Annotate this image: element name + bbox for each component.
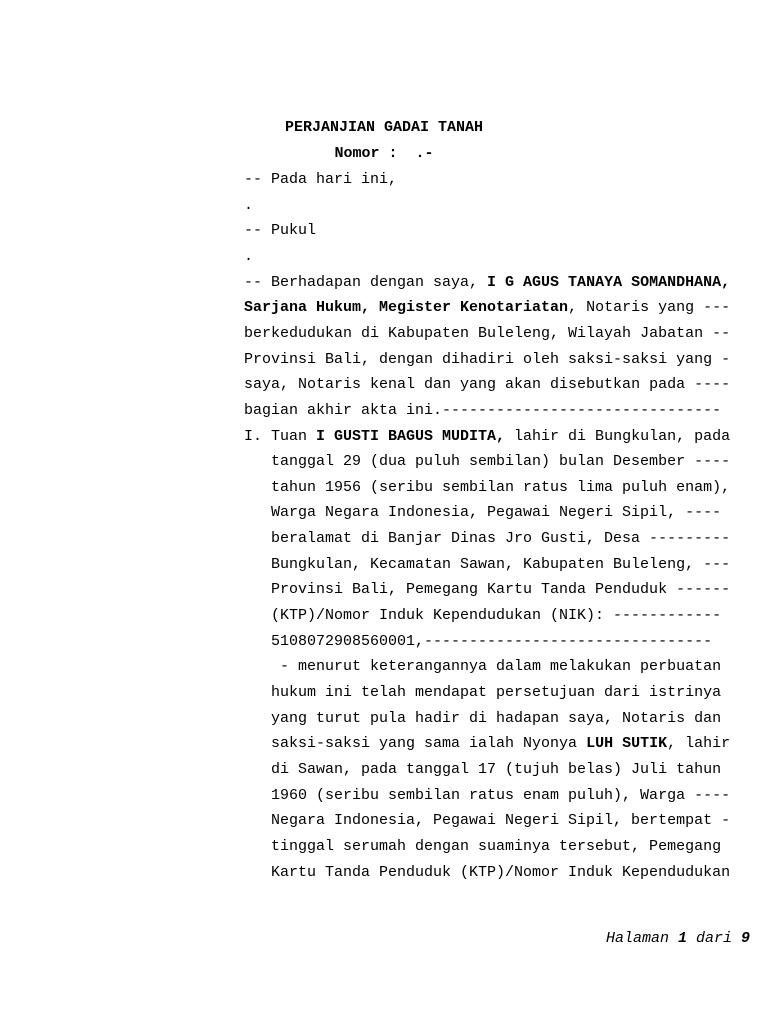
text-segment: beralamat di Banjar Dinas Jro Gusti, Desa --------- (271, 530, 731, 547)
document-line (271, 530, 730, 548)
text-segment: hukum ini telah mendapat persetujuan dari istrinya (271, 684, 722, 701)
document-number: Nomor : .- (334, 145, 434, 162)
document-line (244, 171, 397, 189)
text-segment: 1960 (seribu sembilan ratus enam puluh), Warga ---- (271, 787, 731, 804)
document-line (271, 658, 721, 676)
document-line (271, 710, 721, 728)
document-line (244, 222, 316, 240)
text-segment: Provinsi Bali, Pemegang Kartu Tanda Penduduk ------ (271, 581, 731, 598)
text-segment: Negara Indonesia, Pegawai Negeri Sipil, bertempat - (271, 812, 731, 829)
document-line (244, 197, 253, 215)
footer-separator: dari (686, 930, 741, 947)
text-segment: -- Berhadapan dengan saya, (244, 274, 488, 291)
text-segment: saya, Notaris kenal dan yang akan disebutkan pada ---- (244, 376, 731, 393)
document-line (244, 351, 730, 369)
document-line (271, 504, 721, 522)
text-segment: bagian akhir akta ini.------------------------------- (244, 402, 722, 419)
document-line (271, 581, 730, 599)
text-segment: yang turut pula hadir di hadapan saya, Notaris dan (271, 710, 722, 727)
document-line (244, 428, 730, 446)
document-line (271, 761, 721, 779)
text-segment: . (244, 248, 254, 265)
document-line (244, 274, 730, 292)
document-title: PERJANJIAN GADAI TANAH (284, 119, 484, 136)
text-segment: tinggal serumah dengan suaminya tersebut, Pemegang (271, 838, 722, 855)
footer-current-page: 1 (677, 930, 687, 947)
text-segment: Provinsi Bali, dengan dihadiri oleh saksi-saksi yang - (244, 351, 731, 368)
document-line (271, 607, 721, 625)
document-line (244, 325, 730, 343)
document-line (271, 812, 730, 830)
text-segment: , Notaris yang --- (568, 299, 731, 316)
document-line (271, 787, 730, 805)
bold-text-segment: LUH SUTIK (586, 735, 668, 752)
text-segment: saksi-saksi yang sama ialah Nyonya (271, 735, 587, 752)
document-line (271, 479, 730, 497)
document-line (271, 684, 721, 702)
footer-total-pages: 9 (740, 930, 750, 947)
text-segment: tahun 1956 (seribu sembilan ratus lima puluh enam), (271, 479, 731, 496)
bold-text-segment: Sarjana Hukum, Megister Kenotariatan (244, 299, 569, 316)
text-segment: -- Pukul (244, 222, 317, 239)
text-segment: (KTP)/Nomor Induk Kependudukan (NIK): ------------ (271, 607, 722, 624)
text-segment: di Sawan, pada tanggal 17 (tujuh belas) Juli tahun (271, 761, 722, 778)
document-line (244, 376, 730, 394)
bold-text-segment: I GUSTI BAGUS MUDITA, (316, 428, 506, 445)
text-segment: 5108072908560001,-------------------------------- (271, 633, 713, 650)
text-segment: tanggal 29 (dua puluh sembilan) bulan Desember ---- (271, 453, 731, 470)
document-line (244, 402, 721, 420)
page-footer (606, 930, 750, 947)
document-line (271, 838, 721, 856)
text-segment: . (244, 197, 254, 214)
text-segment: berkedudukan di Kabupaten Buleleng, Wilayah Jabatan -- (244, 325, 731, 342)
text-segment: -- Pada hari ini, (244, 171, 398, 188)
text-segment: lahir di Bungkulan, pada (505, 428, 731, 445)
text-segment: , lahir (667, 735, 731, 752)
bold-text-segment: I G AGUS TANAYA SOMANDHANA, (487, 274, 731, 291)
document-line (271, 633, 712, 651)
document-line (244, 248, 253, 266)
document-line (244, 299, 730, 317)
document-line (271, 556, 730, 574)
text-segment: - menurut keterangannya dalam melakukan perbuatan (271, 658, 722, 675)
document-line (271, 453, 730, 471)
text-segment: Bungkulan, Kecamatan Sawan, Kabupaten Buleleng, --- (271, 556, 731, 573)
text-segment: Kartu Tanda Penduduk (KTP)/Nomor Induk Kependudukan (271, 864, 731, 881)
text-segment: I. Tuan (244, 428, 317, 445)
footer-label: Halaman (605, 930, 678, 947)
text-segment: Warga Negara Indonesia, Pegawai Negeri Sipil, ---- (271, 504, 722, 521)
document-line (271, 735, 730, 753)
document-line (271, 864, 730, 882)
